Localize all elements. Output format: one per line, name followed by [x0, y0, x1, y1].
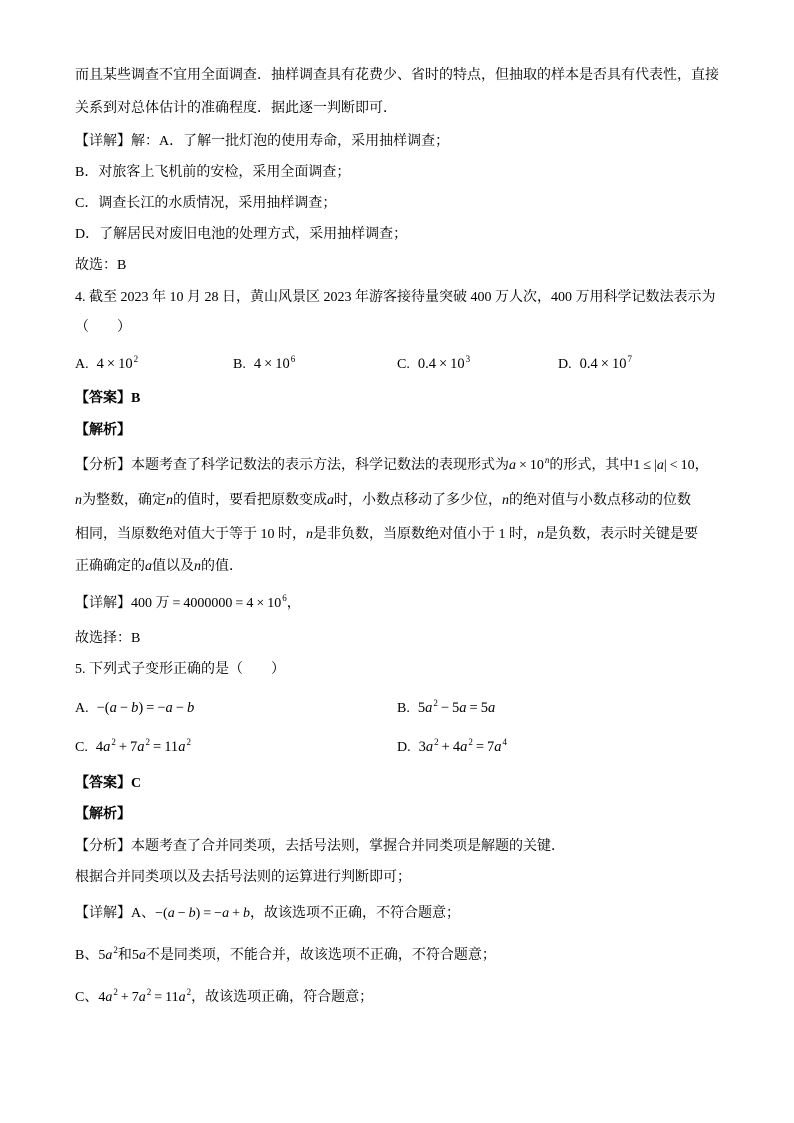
- math-variable: a: [178, 990, 186, 1005]
- math-variable: a: [656, 458, 664, 473]
- math-variable: n: [194, 559, 201, 574]
- math-variable: a: [460, 739, 468, 755]
- option-expression: [97, 356, 138, 372]
- math-variable: a: [167, 906, 175, 921]
- option-expression: [419, 739, 507, 755]
- math-variable: a: [145, 559, 152, 574]
- math-superscript: 2: [113, 987, 118, 997]
- math-operator: ×: [438, 356, 448, 372]
- math-variable: a: [138, 948, 146, 963]
- math-number: 5: [417, 700, 426, 716]
- q3-conclusion: 故选：B: [75, 258, 127, 273]
- option-label: B.: [397, 701, 410, 716]
- math-number: 7: [130, 739, 138, 755]
- math-operator: =: [153, 739, 162, 755]
- math-superscript: 2: [145, 737, 151, 747]
- math-operator: ×: [519, 458, 527, 473]
- q5-detail-line-b: [75, 945, 496, 967]
- q4-option-b: [233, 353, 295, 375]
- math-variable: a: [138, 990, 146, 1005]
- math-operator: ×: [256, 596, 265, 611]
- math-number: 10: [611, 356, 627, 372]
- math-number: 0.4: [579, 356, 598, 372]
- math-operator: <: [669, 458, 678, 473]
- q4-answer-blank: （ ）: [75, 320, 131, 335]
- math-superscript: 3: [465, 354, 471, 364]
- math-variable: a: [103, 739, 111, 755]
- math-number: 4: [98, 990, 106, 1005]
- text-run: 时，小数点移动了多少位，: [334, 493, 502, 508]
- q5-stem: 5. 下列式子变形正确的是（ ）: [75, 662, 285, 677]
- math-operator: =: [235, 596, 244, 611]
- math-superscript: 6: [282, 593, 287, 603]
- math-number: −(: [155, 906, 168, 921]
- math-variable: a: [165, 700, 173, 716]
- math-operator: =: [475, 739, 484, 755]
- text-run: 和: [117, 948, 132, 963]
- math-superscript: 2: [434, 737, 439, 747]
- math-variable: a: [487, 700, 496, 716]
- text-run: 相同，当原数绝对值大于等于 10 时，: [75, 527, 306, 542]
- math-number: 4: [96, 356, 104, 372]
- math-variable: a: [425, 739, 434, 755]
- math-number: 1: [633, 458, 641, 473]
- q4-analysis-line-4: [75, 556, 243, 578]
- option-expression: [418, 356, 470, 372]
- q3-analysis-line-2: 关系到对总体估计的准确程度．据此逐一判断即可．: [75, 101, 397, 116]
- text-run: ，故该选项正确，符合题意；: [191, 990, 374, 1005]
- math-number: −: [214, 906, 223, 921]
- q3-detail-line-b: B．对旅客上飞机前的安检，采用全面调查；: [75, 165, 351, 180]
- math-variable: a: [105, 948, 113, 963]
- math-number: 10: [267, 596, 282, 611]
- math-variable: n: [166, 493, 173, 508]
- math-number: 5: [98, 948, 106, 963]
- math-operator: =: [203, 906, 212, 921]
- math-variable: a: [109, 700, 117, 716]
- option-label: A.: [75, 357, 89, 372]
- math-operator: =: [469, 700, 478, 716]
- q5-explain-heading: 【解析】: [75, 807, 131, 822]
- text-run: 的绝对值与小数点移动的位数: [509, 493, 691, 508]
- q3-detail-line-a: 【详解】解：A．了解一批灯泡的使用寿命，采用抽样调查；: [75, 134, 450, 149]
- math-variable: b: [242, 906, 250, 921]
- answer-label: 【答案】: [75, 391, 131, 406]
- q5-answer: [75, 773, 141, 795]
- math-number: 11: [164, 739, 179, 755]
- math-number: 0.4: [417, 356, 436, 372]
- math-variable: a: [327, 493, 334, 508]
- option-expression: [418, 700, 495, 716]
- math-number: 7: [131, 990, 139, 1005]
- q5-option-b: [397, 697, 495, 719]
- math-variable: a: [178, 739, 186, 755]
- option-expression: [254, 356, 295, 372]
- text-run: B、: [75, 948, 99, 963]
- math-number: |: [663, 458, 667, 473]
- q3-detail-line-d: D．了解居民对废旧电池的处理方式，采用抽样调查；: [75, 227, 408, 242]
- math-number: 5: [480, 700, 488, 716]
- option-expression: [580, 356, 632, 372]
- math-superscript: 7: [627, 354, 632, 364]
- math-operator: +: [120, 990, 129, 1005]
- q4-analysis-line-1: [75, 455, 709, 477]
- math-number: ): [195, 906, 201, 921]
- math-number: 5: [452, 700, 460, 716]
- math-number: 10: [450, 356, 465, 372]
- q5-analysis-line-1: 【分析】本题考查了合并同类项，去括号法则，掌握合并同类项是解题的关键．: [75, 839, 565, 854]
- math-variable: a: [105, 990, 113, 1005]
- q5-option-a: [75, 697, 194, 719]
- math-variable: n: [537, 527, 544, 542]
- math-operator: ×: [106, 356, 116, 372]
- math-superscript: 6: [290, 354, 296, 364]
- math-operator: −: [175, 700, 184, 716]
- q4-option-a: [75, 353, 138, 375]
- math-number: 4: [246, 596, 254, 611]
- math-operator: +: [118, 739, 128, 755]
- option-label: D.: [397, 740, 411, 755]
- text-run: 是非负数，当原数绝对值小于 1 时，: [313, 527, 537, 542]
- math-superscript: 2: [146, 987, 152, 997]
- text-run: 正确确定的: [75, 559, 145, 574]
- option-label: B.: [233, 357, 246, 372]
- math-number: 5: [131, 948, 139, 963]
- q3-detail-line-c: C．调查长江的水质情况，采用抽样调查；: [75, 196, 337, 211]
- text-run: 【分析】本题考查了科学记数法的表示方法，科学记数法的表现形式为: [75, 458, 509, 473]
- math-number: 10: [680, 458, 695, 473]
- text-run: 【详解】400 万: [75, 596, 170, 611]
- math-variable: a: [459, 700, 467, 716]
- math-number: −(: [96, 700, 110, 716]
- q4-analysis-line-3: [75, 524, 698, 546]
- math-superscript: 2: [433, 698, 438, 708]
- math-number: 7: [487, 739, 495, 755]
- math-variable: n: [75, 493, 82, 508]
- math-variable: n: [306, 527, 313, 542]
- text-run: ，故该选项不正确，不符合题意；: [249, 906, 460, 921]
- math-number: −: [157, 700, 166, 716]
- math-number: 11: [165, 990, 179, 1005]
- math-operator: +: [441, 739, 450, 755]
- option-label: D.: [558, 357, 572, 372]
- text-run: C、: [75, 990, 99, 1005]
- math-superscript: 2: [111, 737, 116, 747]
- math-variable: a: [137, 739, 145, 755]
- math-variable: a: [425, 700, 433, 716]
- math-operator: −: [177, 906, 186, 921]
- math-number: |: [654, 458, 657, 473]
- math-variable: a: [222, 906, 230, 921]
- math-number: 10: [118, 356, 133, 372]
- q4-conclusion: 故选择：B: [75, 631, 141, 646]
- math-variable: b: [188, 906, 196, 921]
- q4-option-d: [558, 353, 632, 375]
- answer-value: B: [131, 391, 141, 406]
- math-operator: =: [172, 596, 181, 611]
- math-operator: =: [154, 990, 163, 1005]
- text-run: 是负数，表示时关键是要: [544, 527, 698, 542]
- q3-analysis-line-1: 而且某些调查不宜用全面调查．抽样调查具有花费少、省时的特点，但抽取的样本是否具有代表性，直接: [75, 68, 719, 83]
- q4-answer: [75, 388, 140, 410]
- math-number: 10: [275, 356, 290, 372]
- math-variable: n: [502, 493, 509, 508]
- math-superscript-variable: n: [544, 455, 550, 465]
- math-number: 3: [418, 739, 426, 755]
- math-superscript: 2: [133, 354, 139, 364]
- text-run: 为整数，确定: [82, 493, 166, 508]
- q4-analysis-line-2: [75, 490, 691, 512]
- q4-option-c: [397, 353, 470, 375]
- q4-stem: 4. 截至 2023 年 10 月 28 日，黄山风景区 2023 年游客接待量突破 400 万人次，400 万用科学记数法表示为: [75, 290, 716, 305]
- text-run: 值以及: [152, 559, 194, 574]
- text-run: 不是同类项，不能合并，故该选项不正确，不符合题意；: [145, 948, 496, 963]
- text-run: 【详解】A、: [75, 906, 156, 921]
- math-operator: −: [440, 700, 450, 716]
- option-expression: [97, 700, 195, 716]
- math-number: 4000000: [183, 596, 233, 611]
- q5-detail-line-c: [75, 987, 373, 1009]
- text-run: 的形式，其中: [549, 458, 634, 473]
- math-operator: =: [146, 700, 155, 716]
- math-variable: a: [509, 458, 516, 473]
- q4-explain-heading: 【解析】: [75, 423, 131, 438]
- q5-detail-line-a: [75, 903, 460, 925]
- math-variable: a: [494, 739, 502, 755]
- math-number: 4: [253, 356, 262, 372]
- math-number: ): [138, 700, 144, 716]
- text-run: ，: [694, 458, 709, 473]
- math-variable: b: [131, 700, 139, 716]
- math-number: 4: [452, 739, 461, 755]
- math-number: 4: [95, 739, 104, 755]
- math-superscript: 2: [186, 737, 191, 747]
- math-superscript: 4: [502, 737, 507, 747]
- math-operator: ×: [264, 356, 273, 372]
- math-superscript: 2: [113, 945, 118, 955]
- math-number: 10: [529, 458, 544, 473]
- option-label: A.: [75, 701, 89, 716]
- text-run: ，: [286, 596, 301, 611]
- math-operator: +: [232, 906, 240, 921]
- answer-label: 【答案】: [75, 776, 131, 791]
- math-operator: −: [119, 700, 129, 716]
- option-expression: [96, 739, 191, 755]
- math-operator: ×: [600, 356, 609, 372]
- q5-analysis-line-2: 根据合并同类项以及去括号法则的运算进行判断即可；: [75, 870, 411, 885]
- option-label: C.: [75, 740, 88, 755]
- text-run: 的值．: [201, 559, 243, 574]
- text-run: 的值时，要看把原数变成: [173, 493, 327, 508]
- math-superscript: 2: [468, 737, 473, 747]
- option-label: C.: [397, 357, 410, 372]
- math-variable: b: [186, 700, 195, 716]
- q5-option-d: [397, 736, 507, 758]
- answer-value: C: [131, 776, 142, 791]
- math-superscript: 2: [186, 987, 192, 997]
- math-operator: ≤: [643, 458, 652, 473]
- q4-detail: [75, 593, 301, 615]
- q5-option-c: [75, 736, 191, 758]
